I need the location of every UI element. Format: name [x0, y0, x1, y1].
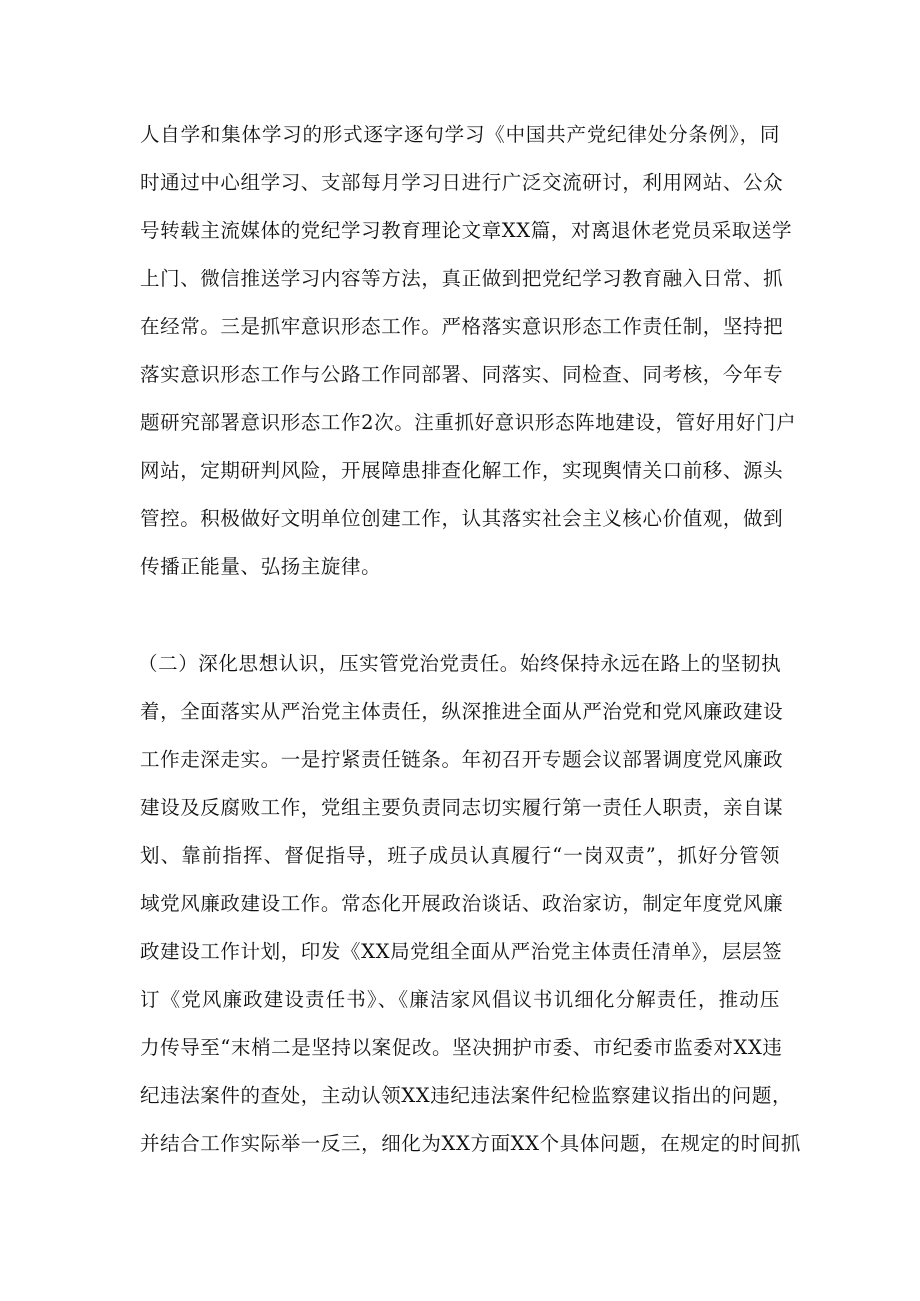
text-line: 力传导至“末梢二是坚持以案促改。坚决拥护市委、市纪委市监委对XX违: [140, 1036, 783, 1059]
text-line: 工作走深走实。一是拧紧责任链条。年初召开专题会议部署调度党风廉政: [140, 748, 784, 771]
text-line: 传播正能量、弘扬主旋律。: [140, 555, 382, 578]
text-line: 在经常。三是抓牢意识形态工作。严格落实意识形态工作责任制，坚持把: [140, 315, 784, 338]
text-line: 建设及反腐败工作，党组主要负责同志切实履行第一责任人职责，亲自谋: [140, 796, 784, 819]
section-heading-line: （二）深化思想认识，压实管党治党责任。始终保持永远在路上的坚韧执: [138, 652, 782, 675]
text-line: 落实意识形态工作与公路工作同部署、同落实、同检查、同考核，今年专: [140, 363, 784, 386]
text-line: 号转载主流媒体的党纪学习教育理论文章XX篇，对离退休老党员采取送学: [140, 219, 793, 242]
text-line: 网站，定期研判风险，开展障患排查化解工作，实现舆情关口前移、源头: [140, 459, 784, 482]
text-line: 政建设工作计划，印发《XX局党组全面从严治党主体责任清单》，层层签: [140, 940, 783, 963]
text-line: 时通过中心组学习、支部每月学习日进行广泛交流研讨，利用网站、公众: [140, 171, 784, 194]
text-line: 题研究部署意识形态工作2次。注重抓好意识形态阵地建设，管好用好门户: [140, 411, 797, 434]
text-line: 上门、微信推送学习内容等方法，真正做到把党纪学习教育融入日常、抓: [140, 267, 784, 290]
text-line: 着，全面落实从严治党主体责任，纵深推进全面从严治党和党风廉政建设: [140, 700, 784, 723]
text-line: 划、靠前指挥、督促指导，班子成员认真履行“一岗双责”，抓好分管领: [140, 844, 780, 867]
text-line: 管控。积极做好文明单位创建工作，认其落实社会主义核心价值观，做到: [140, 507, 784, 530]
text-line: 订《党风廉政建设责任书》、《廉洁家风倡议书讥细化分解责任，推动压: [140, 988, 780, 1011]
text-line: 并结合工作实际举一反三，细化为XX方面XX个具体问题，在规定的时间抓: [140, 1132, 801, 1155]
text-line: 纪违法案件的查处，主动认领XX违纪违法案件纪检监察建议指出的问题，: [140, 1084, 793, 1107]
text-line: 人自学和集体学习的形式逐字逐句学习《中国共产党纪律处分条例》，同: [140, 123, 780, 146]
text-line: 域党风廉政建设工作。常态化开展政治谈话、政治家访，制定年度党风廉: [140, 892, 784, 915]
